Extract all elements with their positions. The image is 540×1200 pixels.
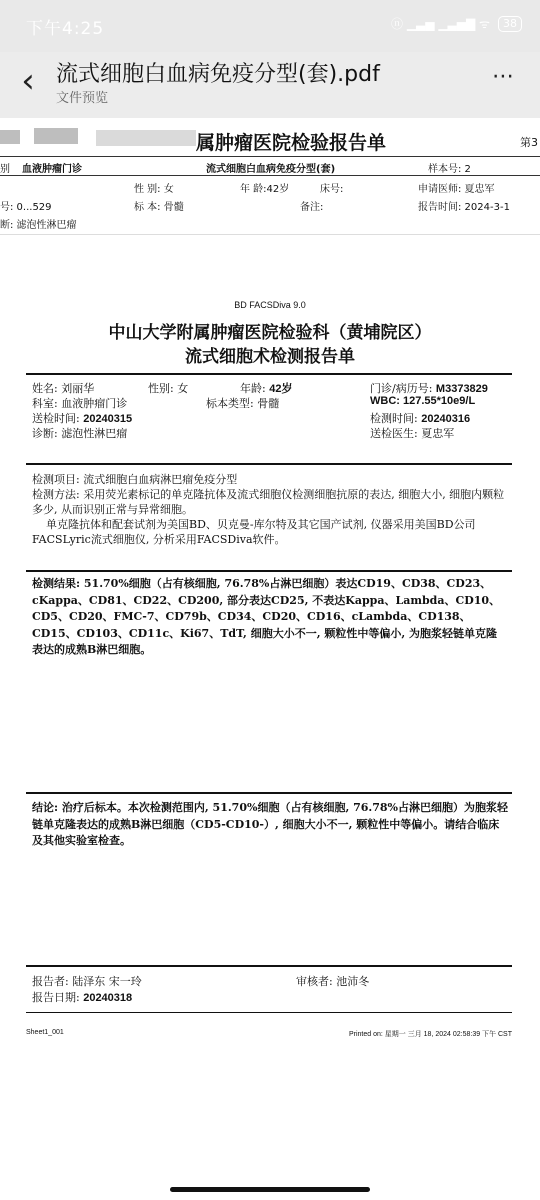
department: 科室: 血液肿瘤门诊 <box>32 397 128 410</box>
patient-gender: 性别: 女 <box>148 382 189 395</box>
send-time-label: 送检时间: <box>32 412 84 425</box>
status-time: 下午4:25 <box>26 19 105 39</box>
bg-bed: 床号: <box>320 184 344 195</box>
pdf-viewer[interactable] <box>0 118 540 1200</box>
back-arrow-icon[interactable]: ‹ <box>21 61 35 101</box>
software-label: BD FACSDiva 9.0 <box>234 300 306 310</box>
send-time-value: 20240315 <box>83 413 133 425</box>
test-time-value: 20240316 <box>421 413 471 425</box>
app-bar <box>0 52 540 118</box>
test-time-label: 检测时间: <box>370 412 422 425</box>
bg-note: 备注: <box>300 202 324 213</box>
bg-report-time: 报告时间: 2024-3-1 <box>418 202 510 213</box>
file-title: 流式细胞白血病免疫分型(套).pdf <box>56 62 380 87</box>
hospital-name: 中山大学附属肿瘤医院检验科（黄埔院区） <box>108 323 432 343</box>
divider <box>26 373 512 375</box>
patient-name: 姓名: 刘丽华 <box>32 382 95 395</box>
divider <box>26 792 512 794</box>
reporter: 报告者: 陆泽东 宋一玲 <box>32 975 142 988</box>
bg-left-cut: 别 <box>0 164 10 175</box>
wbc-value: WBC: 127.55*10e9/L <box>370 395 476 407</box>
divider <box>0 175 540 176</box>
diagnosis: 诊断: 滤泡性淋巴瘤 <box>32 427 128 440</box>
bg-id: 号: 0...529 <box>0 202 52 213</box>
specimen-type: 标本类型: 骨髓 <box>206 397 280 410</box>
bg-page-number: 第3 <box>520 136 538 149</box>
battery-icon: 38 <box>498 16 522 32</box>
test-time <box>370 410 470 426</box>
divider <box>0 156 540 157</box>
send-time <box>32 410 132 426</box>
divider <box>26 463 512 465</box>
bg-doctor: 申请医师: 夏忠军 <box>418 184 495 195</box>
report-date-value: 20240318 <box>83 992 133 1004</box>
patient-age <box>240 380 292 396</box>
reviewer: 审核者: 池沛冬 <box>296 975 370 988</box>
report-date-label: 报告日期: <box>32 991 84 1004</box>
age-label: 年龄: <box>240 382 270 395</box>
report-page <box>26 300 514 1060</box>
divider <box>26 965 512 967</box>
method-section: 检测项目: 流式细胞白血病淋巴瘤免疫分型 检测方法: 采用荧光素标记的单克隆抗体及流式细胞仪检测细胞抗原的表达, 细胞大小, 细胞内颗粒多少, 从而识别正常与异常细胞。 单克隆抗体和配套试剂为美国BD、贝克曼-库尔特及其它国产试剂, 仪器采用美国BD公司FACSLyric流式细胞仪, 分析采用FACSDiva软件。 <box>32 473 505 546</box>
conclusion-section: 结论: 治疗后标本。本次检测范围内, 51.70%细胞（占有核细胞, 76.78%占淋巴细胞）为胞浆轻链单克隆表达的成熟B淋巴细胞（CD5-CD10-）, 细胞大小不一, 颗粒性中等偏小。请结合临床及其他实验室检查。 <box>32 801 508 847</box>
redaction <box>0 130 20 144</box>
bg-dept: 血液肿瘤门诊 <box>22 164 82 175</box>
record-label: 门诊/病历号: <box>370 382 436 395</box>
bg-sample-no: 样本号: 2 <box>428 164 471 175</box>
status-icons <box>391 15 522 32</box>
bg-sample: 标 本: 骨髓 <box>134 202 184 213</box>
referring-doctor: 送检医生: 夏忠军 <box>370 427 455 440</box>
home-indicator[interactable] <box>170 1187 370 1192</box>
report-title: 流式细胞术检测报告单 <box>185 347 355 367</box>
sheet-label: Sheet1_001 <box>26 1029 64 1036</box>
report-date <box>32 989 132 1005</box>
redaction <box>34 128 78 144</box>
bg-diagnosis: 断: 滤泡性淋巴瘤 <box>0 220 77 231</box>
bg-item: 流式细胞白血病免疫分型(套) <box>206 164 336 175</box>
bg-gender: 性 别: 女 <box>134 184 174 195</box>
bg-age: 年 龄:42岁 <box>240 184 290 195</box>
file-subtitle: 文件预览 <box>56 91 109 106</box>
divider <box>26 1012 512 1013</box>
age-value: 42岁 <box>269 383 293 395</box>
signal-icons: ⓝ ▁▃▅ ▁▃▅▇ ᯤ <box>391 17 490 31</box>
record-number <box>370 380 488 396</box>
redaction <box>96 130 196 146</box>
printed-on: Printed on: 星期一 三月 18, 2024 02:58:39 下午 CST <box>348 1031 512 1038</box>
record-value: M3373829 <box>435 383 488 395</box>
divider <box>26 570 512 572</box>
result-section: 检测结果: 51.70%细胞（占有核细胞, 76.78%占淋巴细胞）表达CD19、CD38、CD23、cKappa、CD81、CD22、CD200, 部分表达CD25, 不表达Kappa、Lambda、CD10、CD5、CD20、FMC-7、CD79b、CD34、CD20、CD16、cLambda、CD138、CD15、CD103、CD11c、Ki67、TdT, 细胞大小不一, 颗粒性中等偏小, 为胞浆轻链单克隆表达的成熟B淋巴细胞。 <box>32 577 501 656</box>
status-bar <box>0 0 540 52</box>
more-menu-icon[interactable]: ⋯ <box>492 64 516 89</box>
previous-page-strip <box>0 118 540 235</box>
bg-page-title: 属肿瘤医院检验报告单 <box>196 132 387 154</box>
